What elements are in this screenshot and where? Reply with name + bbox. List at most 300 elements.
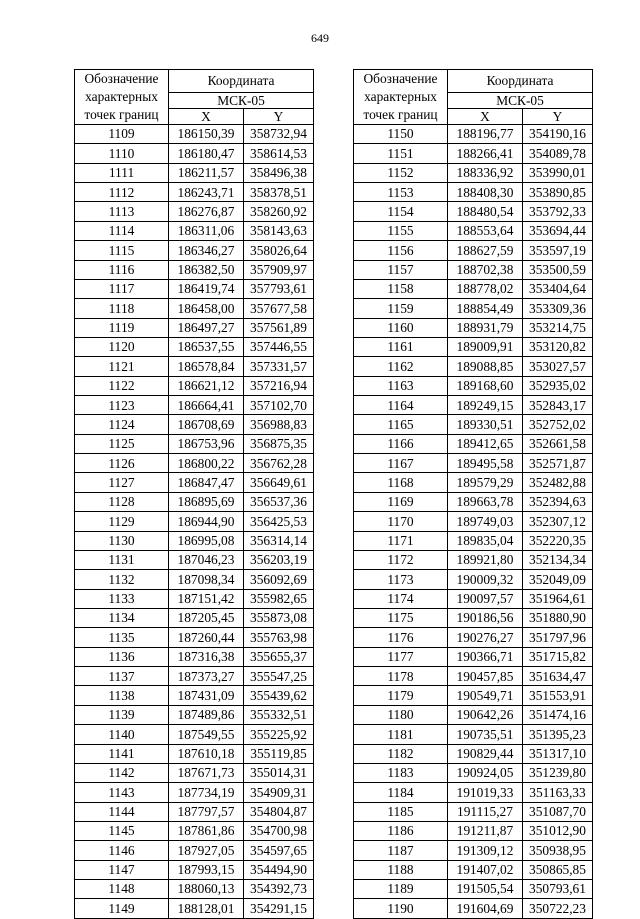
x-coordinate-cell: 189921,80 [448, 550, 523, 569]
point-id-cell: 1173 [354, 570, 448, 589]
x-column-header: X [448, 108, 523, 124]
table-row [75, 763, 314, 782]
x-coordinate-cell: 189009,91 [448, 337, 523, 356]
table-row [75, 841, 314, 860]
table-row [75, 221, 314, 240]
table-row [354, 686, 593, 705]
point-id-cell: 1157 [354, 260, 448, 279]
point-id-cell: 1160 [354, 318, 448, 337]
point-id-cell: 1185 [354, 802, 448, 821]
x-coordinate-cell: 188266,41 [448, 144, 523, 163]
table-row [75, 783, 314, 802]
point-id-cell: 1109 [75, 125, 169, 144]
x-coordinate-cell: 190735,51 [448, 725, 523, 744]
point-id-cell: 1159 [354, 299, 448, 318]
table-row [75, 667, 314, 686]
y-coordinate-cell: 356762,28 [244, 454, 314, 473]
x-coordinate-cell: 186537,55 [169, 337, 244, 356]
point-id-cell: 1125 [75, 434, 169, 453]
table-row [354, 821, 593, 840]
x-coordinate-cell: 187260,44 [169, 628, 244, 647]
point-id-cell: 1113 [75, 202, 169, 221]
point-id-cell: 1126 [75, 454, 169, 473]
table-row [75, 357, 314, 376]
y-coordinate-cell: 354597,65 [244, 841, 314, 860]
y-coordinate-cell: 352482,88 [523, 473, 593, 492]
point-id-cell: 1174 [354, 589, 448, 608]
x-coordinate-cell: 190186,56 [448, 608, 523, 627]
y-coordinate-cell: 355655,37 [244, 647, 314, 666]
x-coordinate-cell: 186180,47 [169, 144, 244, 163]
coordinate-header [169, 70, 314, 93]
coordinate-header-line-1: Координата [486, 73, 554, 89]
y-coordinate-cell: 351087,70 [523, 802, 593, 821]
point-id-cell: 1171 [354, 531, 448, 550]
table-row [75, 725, 314, 744]
point-id-cell: 1165 [354, 415, 448, 434]
y-column-header: Y [244, 108, 314, 124]
x-coordinate-cell: 187316,38 [169, 647, 244, 666]
x-coordinate-cell: 187489,86 [169, 705, 244, 724]
x-coordinate-cell: 191505,54 [448, 880, 523, 899]
table-row [75, 318, 314, 337]
table-row [354, 279, 593, 298]
table-row [354, 608, 593, 627]
point-id-cell: 1151 [354, 144, 448, 163]
table-row [75, 705, 314, 724]
x-coordinate-cell: 186995,08 [169, 531, 244, 550]
x-coordinate-cell: 189168,60 [448, 376, 523, 395]
coordinate-header [448, 70, 593, 93]
y-coordinate-cell: 353120,82 [523, 337, 593, 356]
point-id-cell: 1181 [354, 725, 448, 744]
x-coordinate-cell: 189330,51 [448, 415, 523, 434]
table-row [354, 802, 593, 821]
x-coordinate-cell: 188931,79 [448, 318, 523, 337]
y-coordinate-cell: 353027,57 [523, 357, 593, 376]
point-id-cell: 1120 [75, 337, 169, 356]
point-id-cell: 1179 [354, 686, 448, 705]
point-id-cell: 1130 [75, 531, 169, 550]
y-coordinate-cell: 357561,89 [244, 318, 314, 337]
point-id-cell: 1141 [75, 744, 169, 763]
x-coordinate-cell: 190097,57 [448, 589, 523, 608]
y-coordinate-cell: 355014,31 [244, 763, 314, 782]
x-coordinate-cell: 186276,87 [169, 202, 244, 221]
table-row [354, 550, 593, 569]
x-coordinate-cell: 186243,71 [169, 183, 244, 202]
x-coordinate-cell: 186578,84 [169, 357, 244, 376]
y-coordinate-cell: 353597,19 [523, 241, 593, 260]
point-id-cell: 1129 [75, 512, 169, 531]
x-coordinate-cell: 189249,15 [448, 396, 523, 415]
x-coordinate-cell: 191407,02 [448, 860, 523, 879]
y-coordinate-cell: 358496,38 [244, 163, 314, 182]
table-row [75, 241, 314, 260]
table-row [354, 318, 593, 337]
x-coordinate-cell: 188627,59 [448, 241, 523, 260]
point-id-cell: 1144 [75, 802, 169, 821]
point-id-cell: 1183 [354, 763, 448, 782]
designation-header-line-3: точек границ [363, 107, 438, 122]
y-coordinate-cell: 356988,83 [244, 415, 314, 434]
x-coordinate-cell: 186753,96 [169, 434, 244, 453]
point-id-cell: 1142 [75, 763, 169, 782]
y-coordinate-cell: 350865,85 [523, 860, 593, 879]
y-coordinate-cell: 352307,12 [523, 512, 593, 531]
x-coordinate-cell: 190009,32 [448, 570, 523, 589]
y-coordinate-cell: 353214,75 [523, 318, 593, 337]
point-id-cell: 1115 [75, 241, 169, 260]
table-row [354, 163, 593, 182]
point-id-cell: 1168 [354, 473, 448, 492]
x-coordinate-cell: 187610,18 [169, 744, 244, 763]
table-row [354, 202, 593, 221]
x-coordinate-cell: 190366,71 [448, 647, 523, 666]
designation-header [354, 70, 448, 125]
y-coordinate-cell: 355873,08 [244, 608, 314, 627]
x-coordinate-cell: 191115,27 [448, 802, 523, 821]
point-id-cell: 1124 [75, 415, 169, 434]
x-coordinate-cell: 191019,33 [448, 783, 523, 802]
table-row [354, 628, 593, 647]
table-row [75, 163, 314, 182]
y-coordinate-cell: 352661,58 [523, 434, 593, 453]
table-body-left [75, 125, 314, 919]
table-row [354, 841, 593, 860]
point-id-cell: 1112 [75, 183, 169, 202]
table-row [354, 260, 593, 279]
table-row [75, 454, 314, 473]
point-id-cell: 1117 [75, 279, 169, 298]
y-coordinate-cell: 357446,55 [244, 337, 314, 356]
table-row [354, 744, 593, 763]
table-row [354, 647, 593, 666]
point-id-cell: 1158 [354, 279, 448, 298]
x-coordinate-cell: 186211,57 [169, 163, 244, 182]
table-row [75, 492, 314, 511]
coordinate-system-header: МСК-05 [169, 92, 314, 108]
table-row [75, 415, 314, 434]
y-coordinate-cell: 352220,35 [523, 531, 593, 550]
point-id-cell: 1146 [75, 841, 169, 860]
x-coordinate-cell: 190924,05 [448, 763, 523, 782]
x-coordinate-cell: 188480,54 [448, 202, 523, 221]
table-row [75, 337, 314, 356]
y-coordinate-cell: 357909,97 [244, 260, 314, 279]
table-row [75, 744, 314, 763]
designation-header-line-1: Обозначение [363, 71, 438, 86]
table-row [354, 434, 593, 453]
table-row [75, 821, 314, 840]
table-row [354, 512, 593, 531]
point-id-cell: 1170 [354, 512, 448, 531]
x-coordinate-cell: 191604,69 [448, 899, 523, 918]
table-row [354, 705, 593, 724]
x-coordinate-cell: 188702,38 [448, 260, 523, 279]
point-id-cell: 1138 [75, 686, 169, 705]
x-coordinate-cell: 189412,65 [448, 434, 523, 453]
y-coordinate-cell: 351715,82 [523, 647, 593, 666]
x-coordinate-cell: 188553,64 [448, 221, 523, 240]
designation-header-line-1: Обозначение [84, 71, 159, 86]
x-coordinate-cell: 189495,58 [448, 454, 523, 473]
table-row [354, 860, 593, 879]
table-row [75, 860, 314, 879]
y-coordinate-cell: 353404,64 [523, 279, 593, 298]
x-coordinate-cell: 187797,57 [169, 802, 244, 821]
y-coordinate-cell: 353990,01 [523, 163, 593, 182]
table-row [75, 589, 314, 608]
y-coordinate-cell: 352752,02 [523, 415, 593, 434]
x-coordinate-cell: 188060,13 [169, 880, 244, 899]
point-id-cell: 1132 [75, 570, 169, 589]
y-coordinate-cell: 353890,85 [523, 183, 593, 202]
y-coordinate-cell: 352935,02 [523, 376, 593, 395]
y-coordinate-cell: 350722,23 [523, 899, 593, 918]
x-coordinate-cell: 189579,29 [448, 473, 523, 492]
x-coordinate-cell: 186621,12 [169, 376, 244, 395]
coordinate-header-line-1: Координата [207, 73, 275, 89]
table-row [354, 376, 593, 395]
table-row [75, 686, 314, 705]
point-id-cell: 1136 [75, 647, 169, 666]
x-coordinate-cell: 186150,39 [169, 125, 244, 144]
x-coordinate-cell: 190549,71 [448, 686, 523, 705]
page-number: 649 [311, 31, 329, 45]
y-coordinate-cell: 352049,09 [523, 570, 593, 589]
coordinates-table-left [74, 69, 314, 919]
table-row [75, 802, 314, 821]
y-coordinate-cell: 355763,98 [244, 628, 314, 647]
point-id-cell: 1150 [354, 125, 448, 144]
point-id-cell: 1169 [354, 492, 448, 511]
x-coordinate-cell: 190457,85 [448, 667, 523, 686]
table-row [354, 144, 593, 163]
table-row [354, 183, 593, 202]
y-coordinate-cell: 357102,70 [244, 396, 314, 415]
y-coordinate-cell: 356425,53 [244, 512, 314, 531]
point-id-cell: 1153 [354, 183, 448, 202]
x-coordinate-cell: 189663,78 [448, 492, 523, 511]
table-row [75, 473, 314, 492]
point-id-cell: 1188 [354, 860, 448, 879]
point-id-cell: 1135 [75, 628, 169, 647]
table-row [75, 512, 314, 531]
y-coordinate-cell: 358143,63 [244, 221, 314, 240]
y-coordinate-cell: 358614,53 [244, 144, 314, 163]
x-coordinate-cell: 188128,01 [169, 899, 244, 918]
table-row [354, 125, 593, 144]
point-id-cell: 1139 [75, 705, 169, 724]
x-coordinate-cell: 191309,12 [448, 841, 523, 860]
x-coordinate-cell: 188854,49 [448, 299, 523, 318]
y-coordinate-cell: 350793,61 [523, 880, 593, 899]
designation-header [75, 70, 169, 125]
table-row [75, 608, 314, 627]
x-coordinate-cell: 186346,27 [169, 241, 244, 260]
y-coordinate-cell: 353694,44 [523, 221, 593, 240]
y-coordinate-cell: 357331,57 [244, 357, 314, 376]
point-id-cell: 1164 [354, 396, 448, 415]
y-coordinate-cell: 356875,35 [244, 434, 314, 453]
point-id-cell: 1114 [75, 221, 169, 240]
table-row [354, 531, 593, 550]
point-id-cell: 1184 [354, 783, 448, 802]
table-row [75, 260, 314, 279]
y-coordinate-cell: 351797,96 [523, 628, 593, 647]
table-row [75, 125, 314, 144]
x-coordinate-cell: 186419,74 [169, 279, 244, 298]
x-coordinate-cell: 187993,15 [169, 860, 244, 879]
point-id-cell: 1156 [354, 241, 448, 260]
y-coordinate-cell: 358732,94 [244, 125, 314, 144]
x-coordinate-cell: 187549,55 [169, 725, 244, 744]
x-coordinate-cell: 187151,42 [169, 589, 244, 608]
y-coordinate-cell: 354909,31 [244, 783, 314, 802]
x-coordinate-cell: 190276,27 [448, 628, 523, 647]
point-id-cell: 1110 [75, 144, 169, 163]
table-row [354, 337, 593, 356]
point-id-cell: 1161 [354, 337, 448, 356]
x-coordinate-cell: 190829,44 [448, 744, 523, 763]
table-row [75, 183, 314, 202]
x-coordinate-cell: 186311,06 [169, 221, 244, 240]
y-coordinate-cell: 351474,16 [523, 705, 593, 724]
point-id-cell: 1187 [354, 841, 448, 860]
point-id-cell: 1128 [75, 492, 169, 511]
y-coordinate-cell: 352394,63 [523, 492, 593, 511]
designation-header-line-2: характерных [85, 89, 158, 104]
y-coordinate-cell: 355332,51 [244, 705, 314, 724]
x-coordinate-cell: 191211,87 [448, 821, 523, 840]
y-coordinate-cell: 353309,36 [523, 299, 593, 318]
point-id-cell: 1177 [354, 647, 448, 666]
y-coordinate-cell: 356649,61 [244, 473, 314, 492]
y-coordinate-cell: 351553,91 [523, 686, 593, 705]
y-coordinate-cell: 352134,34 [523, 550, 593, 569]
table-row [75, 202, 314, 221]
x-coordinate-cell: 187046,23 [169, 550, 244, 569]
point-id-cell: 1155 [354, 221, 448, 240]
x-coordinate-cell: 187734,19 [169, 783, 244, 802]
y-coordinate-cell: 352571,87 [523, 454, 593, 473]
y-coordinate-cell: 351163,33 [523, 783, 593, 802]
x-coordinate-cell: 186458,00 [169, 299, 244, 318]
y-coordinate-cell: 358026,64 [244, 241, 314, 260]
table-row [354, 763, 593, 782]
y-coordinate-cell: 354804,87 [244, 802, 314, 821]
table-row [354, 454, 593, 473]
point-id-cell: 1143 [75, 783, 169, 802]
table-row [75, 396, 314, 415]
x-coordinate-cell: 187205,45 [169, 608, 244, 627]
x-coordinate-cell: 187927,05 [169, 841, 244, 860]
table-row [354, 396, 593, 415]
point-id-cell: 1175 [354, 608, 448, 627]
y-coordinate-cell: 354190,16 [523, 125, 593, 144]
y-coordinate-cell: 351634,47 [523, 667, 593, 686]
table-row [354, 880, 593, 899]
table-row [354, 415, 593, 434]
point-id-cell: 1127 [75, 473, 169, 492]
y-coordinate-cell: 351880,90 [523, 608, 593, 627]
point-id-cell: 1134 [75, 608, 169, 627]
table-row [354, 589, 593, 608]
point-id-cell: 1148 [75, 880, 169, 899]
x-coordinate-cell: 186497,27 [169, 318, 244, 337]
x-coordinate-cell: 186847,47 [169, 473, 244, 492]
y-coordinate-cell: 351317,10 [523, 744, 593, 763]
point-id-cell: 1140 [75, 725, 169, 744]
table-row [354, 667, 593, 686]
table-row [354, 221, 593, 240]
y-coordinate-cell: 355225,92 [244, 725, 314, 744]
y-coordinate-cell: 355439,62 [244, 686, 314, 705]
table-row [354, 725, 593, 744]
table-row [354, 473, 593, 492]
y-coordinate-cell: 358260,92 [244, 202, 314, 221]
table-row [75, 570, 314, 589]
table-row [75, 531, 314, 550]
point-id-cell: 1147 [75, 860, 169, 879]
table-row [354, 357, 593, 376]
point-id-cell: 1166 [354, 434, 448, 453]
table-row [75, 628, 314, 647]
coordinates-table-right [353, 69, 593, 919]
point-id-cell: 1137 [75, 667, 169, 686]
x-coordinate-cell: 187861,86 [169, 821, 244, 840]
point-id-cell: 1119 [75, 318, 169, 337]
y-coordinate-cell: 356092,69 [244, 570, 314, 589]
point-id-cell: 1162 [354, 357, 448, 376]
x-coordinate-cell: 187373,27 [169, 667, 244, 686]
point-id-cell: 1189 [354, 880, 448, 899]
table-row [354, 492, 593, 511]
point-id-cell: 1121 [75, 357, 169, 376]
x-coordinate-cell: 188196,77 [448, 125, 523, 144]
y-coordinate-cell: 356203,19 [244, 550, 314, 569]
x-coordinate-cell: 187098,34 [169, 570, 244, 589]
y-coordinate-cell: 355547,25 [244, 667, 314, 686]
x-coordinate-cell: 190642,26 [448, 705, 523, 724]
y-coordinate-cell: 350938,95 [523, 841, 593, 860]
point-id-cell: 1186 [354, 821, 448, 840]
y-coordinate-cell: 358378,51 [244, 183, 314, 202]
x-coordinate-cell: 186664,41 [169, 396, 244, 415]
y-column-header: Y [523, 108, 593, 124]
y-coordinate-cell: 353500,59 [523, 260, 593, 279]
designation-header-line-2: характерных [364, 89, 437, 104]
y-coordinate-cell: 356314,14 [244, 531, 314, 550]
x-coordinate-cell: 188778,02 [448, 279, 523, 298]
y-coordinate-cell: 351239,80 [523, 763, 593, 782]
designation-header-line-3: точек границ [84, 107, 159, 122]
y-coordinate-cell: 357793,61 [244, 279, 314, 298]
table-row [354, 783, 593, 802]
table-row [75, 376, 314, 395]
x-coordinate-cell: 188336,92 [448, 163, 523, 182]
table-row [75, 880, 314, 899]
y-coordinate-cell: 354089,78 [523, 144, 593, 163]
x-coordinate-cell: 186708,69 [169, 415, 244, 434]
y-coordinate-cell: 351395,23 [523, 725, 593, 744]
table-row [75, 144, 314, 163]
point-id-cell: 1190 [354, 899, 448, 918]
point-id-cell: 1178 [354, 667, 448, 686]
table-body-right [354, 125, 593, 919]
point-id-cell: 1131 [75, 550, 169, 569]
